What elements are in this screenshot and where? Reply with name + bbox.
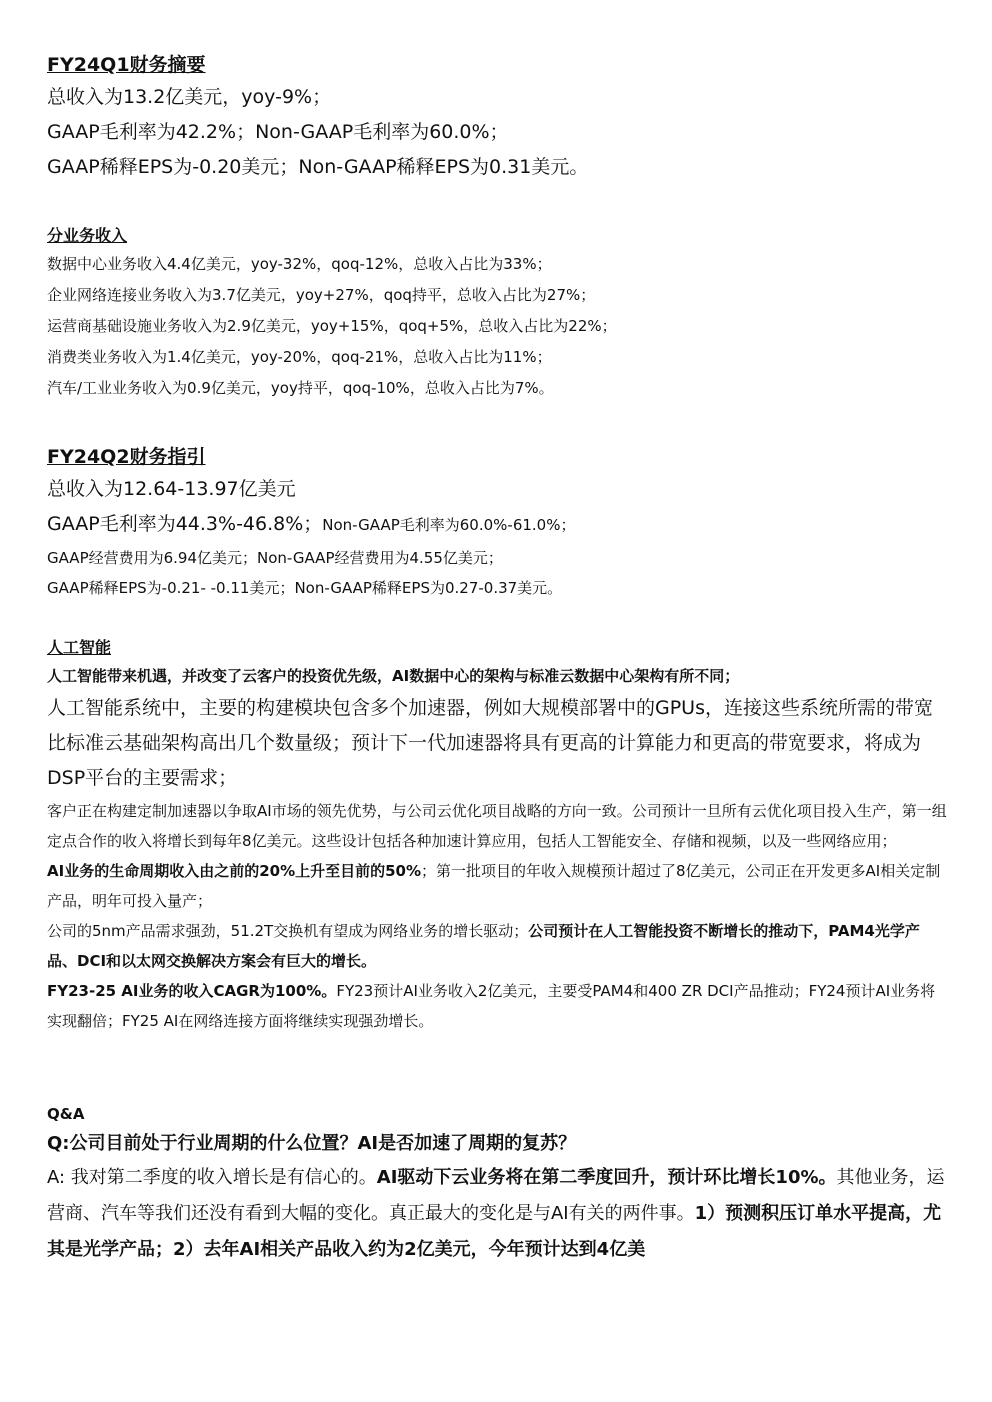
- sec2-line-2: 企业网络连接业务收入为3.7亿美元，yoy+27%，qoq持平，总收入占比为27%；: [47, 286, 596, 304]
- sec1-line-2: GAAP毛利率为42.2%；Non-GAAP毛利率为60.0%；: [47, 121, 509, 143]
- sec4-para-4-rest: ；第一批项目的年收入规模预计超过了8亿美元，公司正在开发更多AI相关定制产品，明年可投入量产；: [47, 862, 941, 910]
- sec4-para-1: 人工智能带来机遇，并改变了云客户的投资优先级，AI数据中心的架构与标准云数据中心架构有所不同；: [47, 667, 740, 685]
- sec3-line-1: 总收入为12.64-13.97亿美元: [47, 478, 296, 500]
- sec4-para-4-bold: AI业务的生命周期收入由之前的20%上升至目前的50%: [47, 862, 421, 880]
- sec4-para-6-bold: FY23-25 AI业务的收入CAGR为100%。: [47, 982, 337, 1000]
- sec2-line-1: 数据中心业务收入4.4亿美元，yoy-32%，qoq-12%，总收入占比为33%；: [47, 255, 552, 273]
- sec2-line-5: 汽车/工业业务收入为0.9亿美元，yoy持平，qoq-10%，总收入占比为7%。: [47, 379, 554, 397]
- qa-answer-part-3: 其他业务，运营商、汽车等我们还没有看到大幅的变化。真正最大的变化是与AI有关的两件事。: [47, 1167, 945, 1224]
- qa-answer-part-1: A: 我对第二季度的收入增长是有信心的。: [47, 1167, 377, 1188]
- qa-question: Q:公司目前处于行业周期的什么位置？AI是否加速了周期的复苏？: [47, 1133, 577, 1154]
- sec4-para-5: [47, 916, 947, 976]
- sec4-para-3: 客户正在构建定制加速器以争取AI市场的领先优势，与公司云优化项目战略的方向一致。公司预计一旦所有云优化项目投入生产，第一组定点合作的收入将增长到每年8亿美元。这些设计包括各种加速计算应用，包括人工智能安全、存储和视频，以及一些网络应用；: [47, 802, 947, 850]
- sec1-line-3: GAAP稀释EPS为-0.20美元；Non-GAAP稀释EPS为0.31美元。: [47, 156, 589, 178]
- sec3-line-2b: Non-GAAP毛利率为60.0%-61.0%；: [322, 516, 576, 534]
- qa-title: Q&A: [47, 1105, 85, 1123]
- sec3-line-2: [47, 507, 947, 543]
- sec4-para-6: [47, 976, 947, 1036]
- qa-answer: [47, 1160, 947, 1268]
- qa-answer-part-2: AI驱动下云业务将在第二季度回升，预计环比增长10%。: [376, 1167, 837, 1188]
- sec4-para-5-bold: 公司预计在人工智能投资不断增长的推动下，PAM4光学产品、DCI和以太网交换解决方案会有巨大的增长。: [47, 922, 920, 970]
- section-title-ai: 人工智能: [47, 638, 112, 657]
- sec3-line-2a: GAAP毛利率为44.3%-46.8%；: [47, 513, 323, 535]
- sec3-line-4: GAAP稀释EPS为-0.21- -0.11美元；Non-GAAP稀释EPS为0.27-0.37美元。: [47, 579, 563, 597]
- sec4-para-5-normal: 公司的5nm产品需求强劲，51.2T交换机有望成为网络业务的增长驱动；: [47, 922, 529, 940]
- sec2-line-4: 消费类业务收入为1.4亿美元，yoy-20%，qoq-21%，总收入占比为11%；: [47, 348, 552, 366]
- sec4-para-2: 人工智能系统中，主要的构建模块包含多个加速器，例如大规模部署中的GPUs，连接这些系统所需的带宽比标准云基础架构高出几个数量级；预计下一代加速器将具有更高的计算能力和更高的带宽要求，将成为DSP平台的主要需求；: [47, 697, 933, 789]
- sec3-line-3: GAAP经营费用为6.94亿美元；Non-GAAP经营费用为4.55亿美元；: [47, 549, 503, 567]
- document-page: [47, 50, 947, 1268]
- section-title-fy24q2: FY24Q2财务指引: [47, 446, 206, 468]
- sec4-para-4: [47, 856, 947, 916]
- sec1-line-1: 总收入为13.2亿美元，yoy-9%；: [47, 86, 332, 108]
- section-title-fy24q1: FY24Q1财务摘要: [47, 54, 206, 76]
- section-title-segments: 分业务收入: [47, 226, 128, 245]
- sec2-line-3: 运营商基础设施业务收入为2.9亿美元，yoy+15%，qoq+5%，总收入占比为22%；: [47, 317, 617, 335]
- qa-answer-part-4: 1）预测积压订单水平提高，尤其是光学产品；2）去年AI相关产品收入约为2亿美元，今年预计达到4亿美: [47, 1203, 942, 1260]
- sec4-para-6-rest: FY23预计AI业务收入2亿美元，主要受PAM4和400 ZR DCI产品推动；FY24预计AI业务将实现翻倍；FY25 AI在网络连接方面将继续实现强劲增长。: [47, 982, 936, 1030]
